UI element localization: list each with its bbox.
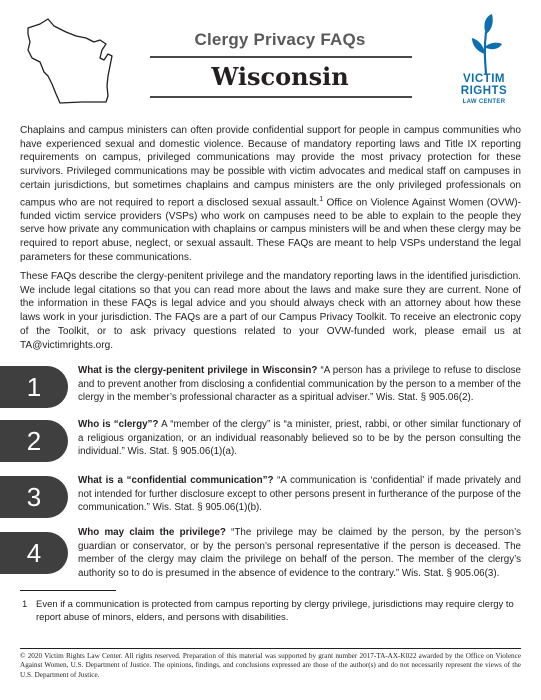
logo-wordmark — [454, 74, 514, 105]
faq-question: Who may claim the privilege? — [78, 527, 226, 538]
faq-answer: A “member of the clergy” is “a minister, priest, rabbi, or other similar functionary of a religious organization, or an individual reasonably believed so to be by the person consulting the individual.” Wis. Stat. § 905.06(1)(a). — [78, 419, 521, 458]
intro-paragraph-1 — [20, 124, 521, 264]
faq-text — [78, 364, 521, 405]
logo-line-3: LAW CENTER — [462, 99, 506, 105]
logo-line-1: VICTIM — [463, 73, 505, 85]
intro-text-a: Chaplains and campus ministers can often provide confidential support for people in campus communities who have experienced sexual and domestic violence. Because of mandatory reporting laws and Title IX reporting requirements on campus, privileged communications may provide the most privacy protection for these survivors. Privileged communications may be possible with victim advocates and medical staff on campuses in certain jurisdictions, but sometimes chaplains and campus ministers are the only privileged professionals on campus who are not required to report a disclosed sexual assault. — [20, 125, 521, 208]
faq-number-badge: 1 — [0, 366, 68, 408]
title-rule-bottom — [150, 96, 412, 98]
intro-text-b: Office on Violence Against Women (OVW)-funded victim service providers (VSPs) who work on campuses need to be able to explain to the people they serve how private any communication with chaplains or campus ministers will be and when these clergy may be required to report abuse, neglect, or sexual assault. These FAQs are meant to help VSPs understand the legal parameters for these communications. — [20, 196, 521, 263]
faq-question: Who is “clergy”? — [78, 419, 159, 430]
document-subtitle: Clergy Privacy FAQs — [194, 30, 366, 49]
faq-text — [78, 474, 521, 515]
copyright-notice: © 2020 Victim Rights Law Center. All rights reserved. Preparation of this material was supported by grant number 2017-TA-AX-K022 awarded by the Office on Violence Against Women, U.S. Department of Justice. The opinions, findings, and conclusions expressed are those of the author(s) and do not necessarily represent the views of the U.S. Department of Justice. — [20, 652, 521, 679]
footer-rule — [20, 648, 521, 649]
faq-number-badge: 4 — [0, 532, 68, 574]
wisconsin-map-icon — [22, 14, 122, 110]
faq-answer: “The privilege may be claimed by the person, by the person’s guardian or conservator, or by the person’s personal representative if the person is deceased. The member of the clergy may claim the privilege on behalf of the person. The member of the clergy’s authority so to do is presumed in the absence of evidence to the contrary.” Wis. Stat. § 905.06(3). — [78, 527, 521, 580]
faq-text — [78, 418, 521, 459]
footnote-text: Even if a communication is protected from campus reporting by clergy privilege, jurisdictions may require clergy to report abuse of minors, elders, and persons with disabilities. — [36, 599, 514, 623]
document-title: Wisconsin — [211, 62, 349, 91]
faq-number-badge: 3 — [0, 476, 68, 518]
faq-answer: “A person has a privilege to refuse to disclose and to prevent another from disclosing a confidential communication by the person to a member of the clergy in the member’s professional character as a spiritual adviser.” Wis. Stat. § 905.06(2). — [78, 365, 521, 404]
faq-question: What is a “confidential communication”? — [78, 475, 274, 486]
footnote-rule — [20, 590, 116, 591]
logo-line-2: RIGHTS — [460, 84, 508, 97]
footnote-marker[interactable]: 1 — [319, 195, 324, 203]
faq-question: What is the clergy-penitent privilege in Wisconsin? — [78, 365, 318, 376]
faq-answer: “A communication is ‘confidential’ if made privately and not intended for further disclosure except to other persons present in furtherance of the purpose of the communication.” Wis. Stat. § 905.06(1)(b). — [78, 475, 521, 514]
faq-text — [78, 526, 521, 581]
footnote-number: 1 — [22, 599, 28, 610]
title-rule-top — [150, 56, 412, 58]
intro-paragraph-2: These FAQs describe the clergy-penitent privilege and the mandatory reporting laws in the identified jurisdiction. We include legal citations so that you can read more about the laws and make sure they are current. None of the information in these FAQs is legal advice and you should always check with an attorney about how these laws work in your jurisdiction. The FAQs are a part of our Campus Privacy Toolkit. To receive an electronic copy of the Toolkit, or to ask privacy questions related to your OVW-funded work, please email us at TA@victimrights.org. — [20, 271, 521, 351]
faq-number-badge: 2 — [0, 420, 68, 462]
